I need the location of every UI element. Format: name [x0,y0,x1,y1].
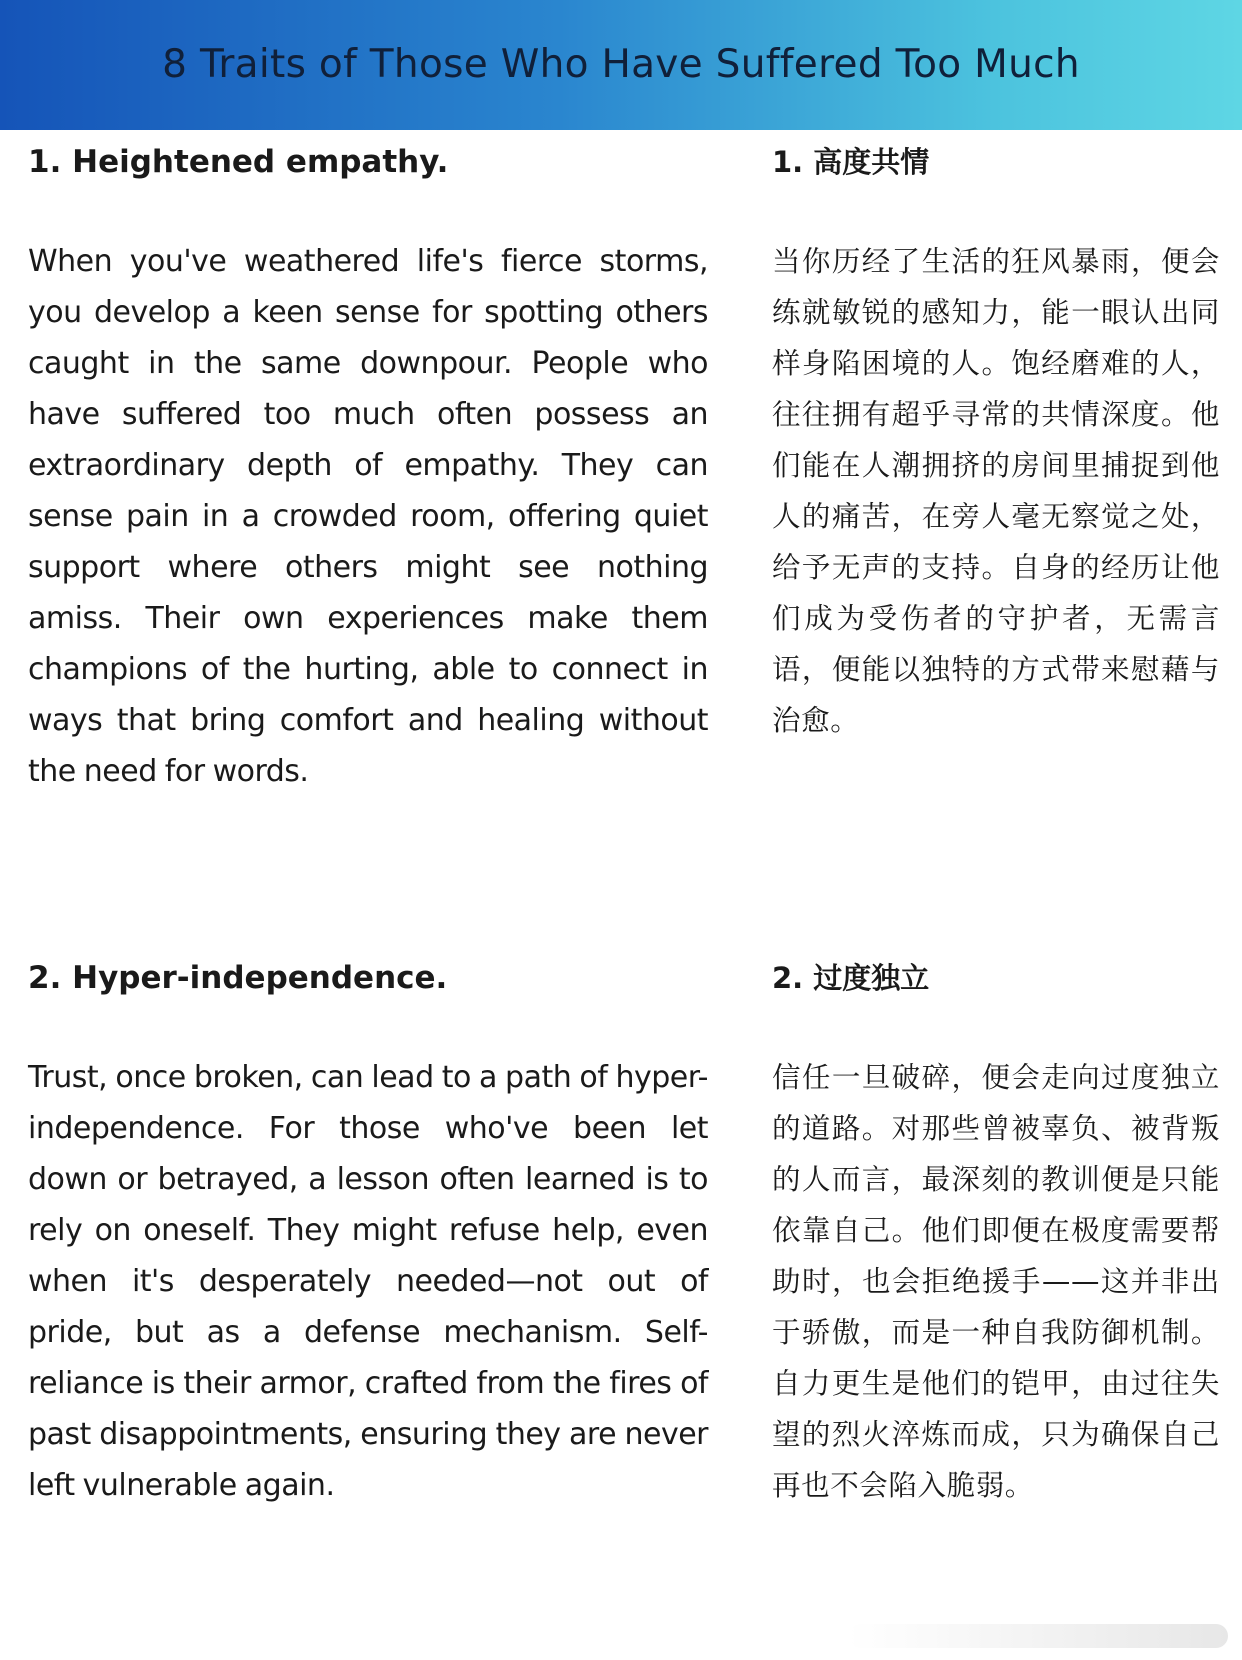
section-1-en-heading: 1. Heightened empathy. [28,144,449,180]
section-2-en-body: Trust, once broken, can lead to a path of hyper-independence. For those who've been let down or betrayed, a lesson often learned is to rely on oneself. They might refuse help, even when it's desperately needed—not out of pride, but as a defense mechanism. Self-reliance is their armor, crafted from the fires of past disappointments, ensuring they are never left vulnerable again. [28,1060,708,1503]
section-1-en-body: When you've weathered life's fierce storms, you develop a keen sense for spotting others caught in the same downpour. People who have suffered too much often possess an extraordinary depth of empathy. They can sense pain in a crowded room, offering quiet support where others might see nothing amiss. Their own experiences make them champions of the hurting, able to connect in ways that bring comfort and healing without the need for words. [28,244,708,789]
section-1-chinese [772,142,1220,746]
section-1-english [28,142,708,797]
section-2-zh-heading: 2. 过度独立 [772,961,930,995]
section-2-chinese [772,958,1220,1511]
section-2-en-heading: 2. Hyper-independence. [28,960,448,996]
title-banner [0,0,1242,130]
section-2-english [28,958,708,1511]
page-title: 8 Traits of Those Who Have Suffered Too Much [162,41,1080,87]
section-2-zh-body: 信任一旦破碎，便会走向过度独立的道路。对那些曾被辜负、被背叛的人而言，最深刻的教训便是只能依靠自己。他们即便在极度需要帮助时，也会拒绝援手——这并非出于骄傲，而是一种自我防御机制。自力更生是他们的铠甲，由过往失望的烈火淬炼而成，只为确保自己再也不会陷入脆弱。 [772,1061,1220,1502]
section-1-zh-body: 当你历经了生活的狂风暴雨，便会练就敏锐的感知力，能一眼认出同样身陷困境的人。饱经磨难的人，往往拥有超乎寻常的共情深度。他们能在人潮拥挤的房间里捕捉到他人的痛苦，在旁人毫无察觉之处，给予无声的支持。自身的经历让他们成为受伤者的守护者，无需言语，便能以独特的方式带来慰藉与治愈。 [772,245,1220,737]
watermark [848,1624,1228,1648]
section-1-zh-heading: 1. 高度共情 [772,145,930,179]
